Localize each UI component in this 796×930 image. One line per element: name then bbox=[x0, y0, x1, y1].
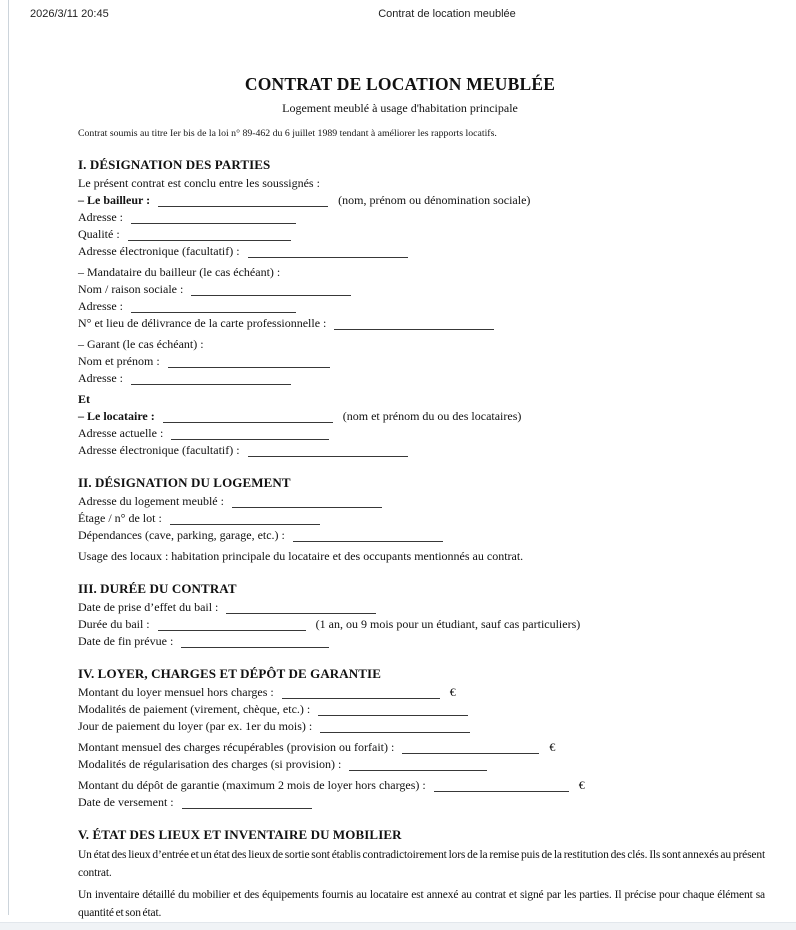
section-loyer-charges bbox=[78, 666, 765, 810]
field-mandataire-nom bbox=[78, 282, 765, 297]
field-locataire-adresse-actuelle bbox=[78, 426, 765, 441]
field-label: Adresse : bbox=[78, 299, 123, 313]
field-modalites-paiement bbox=[78, 702, 765, 717]
field-blank bbox=[131, 300, 296, 313]
print-datetime: 2026/3/11 20:45 bbox=[30, 8, 109, 20]
section-heading: I. DÉSIGNATION DES PARTIES bbox=[78, 157, 271, 172]
field-blank bbox=[163, 410, 333, 423]
field-blank bbox=[131, 372, 291, 385]
et-connector bbox=[78, 392, 765, 407]
text-label: – Garant (le cas échéant) : bbox=[78, 337, 204, 351]
field-hint: (nom, prénom ou dénomination sociale) bbox=[338, 193, 531, 207]
mandataire-intro bbox=[78, 265, 765, 280]
field-logement-dependances bbox=[78, 528, 765, 543]
field-bailleur-email bbox=[78, 244, 765, 259]
field-carte-professionnelle bbox=[78, 316, 765, 331]
section-designation-parties bbox=[78, 157, 765, 458]
field-blank bbox=[232, 495, 382, 508]
legal-note: Contrat soumis au titre Ier bis de la loi n° 89-462 du 6 juillet 1989 tendant à améliorer les rapports locatifs. bbox=[78, 128, 497, 139]
field-charges-regularisation bbox=[78, 757, 765, 772]
field-blank bbox=[181, 635, 329, 648]
field-blank bbox=[248, 245, 408, 258]
field-mandataire-adresse bbox=[78, 299, 765, 314]
text-label: Usage des locaux : habitation principale du locataire et des occupants mentionnés au contrat. bbox=[78, 549, 524, 563]
field-label: – Le bailleur : bbox=[78, 193, 151, 207]
text-label: Et bbox=[78, 392, 90, 406]
field-label: Étage / n° de lot : bbox=[78, 511, 162, 525]
field-bailleur-nom bbox=[78, 193, 765, 208]
field-label: Date de fin prévue : bbox=[78, 634, 174, 648]
field-blank bbox=[320, 720, 470, 733]
field-duree-bail bbox=[78, 617, 765, 632]
section-heading: II. DÉSIGNATION DU LOGEMENT bbox=[78, 475, 291, 490]
field-blank bbox=[293, 529, 443, 542]
field-blank bbox=[434, 779, 569, 792]
etat-lieux-para-2: Un inventaire détaillé du mobilier et des équipements fournis au locataire est annexé au contrat et signé par les parties. Il précise pour chaque élément sa quantité et son état. bbox=[78, 889, 765, 919]
etat-lieux-para-1: Un état des lieux d’entrée et un état des lieux de sortie sont établis contradictoirement lors de la remise puis de la restitution des clés. Ils sont annexés au présent contrat. bbox=[78, 849, 765, 879]
field-label: Montant du dépôt de garantie (maximum 2 mois de loyer hors charges) : bbox=[78, 778, 426, 792]
field-bailleur-qualite bbox=[78, 227, 765, 242]
field-blank bbox=[282, 686, 440, 699]
field-label: Qualité : bbox=[78, 227, 120, 241]
field-locataire-email bbox=[78, 443, 765, 458]
text-label: Le présent contrat est conclu entre les soussignés : bbox=[78, 176, 320, 190]
viewer-bottom-bar bbox=[0, 922, 796, 930]
usage-locaux bbox=[78, 549, 765, 564]
field-blank bbox=[158, 194, 328, 207]
field-hint: (nom et prénom du ou des locataires) bbox=[342, 409, 522, 423]
field-blank bbox=[226, 601, 376, 614]
field-label: Nom et prénom : bbox=[78, 354, 160, 368]
field-blank bbox=[182, 796, 312, 809]
section-etat-des-lieux bbox=[78, 827, 765, 922]
field-logement-adresse bbox=[78, 494, 765, 509]
field-blank bbox=[349, 758, 487, 771]
field-label: Modalités de régularisation des charges (si provision) : bbox=[78, 757, 342, 771]
euro-sign: € bbox=[449, 685, 456, 699]
field-label: Adresse : bbox=[78, 210, 123, 224]
field-blank bbox=[171, 427, 329, 440]
field-label: Jour de paiement du loyer (par ex. 1er du mois) : bbox=[78, 719, 313, 733]
field-blank bbox=[248, 444, 408, 457]
field-label: Montant du loyer mensuel hors charges : bbox=[78, 685, 274, 699]
field-loyer-montant bbox=[78, 685, 765, 700]
field-blank bbox=[402, 741, 539, 754]
field-locataire-nom bbox=[78, 409, 765, 424]
field-jour-paiement bbox=[78, 719, 765, 734]
field-blank bbox=[318, 703, 468, 716]
field-label: – Le locataire : bbox=[78, 409, 155, 423]
field-label: Adresse électronique (facultatif) : bbox=[78, 443, 240, 457]
field-label: Adresse : bbox=[78, 371, 123, 385]
text-label: – Mandataire du bailleur (le cas échéant) : bbox=[78, 265, 281, 279]
euro-sign: € bbox=[549, 740, 556, 754]
garant-intro bbox=[78, 337, 765, 352]
field-label: Date de versement : bbox=[78, 795, 174, 809]
section-heading: III. DURÉE DU CONTRAT bbox=[78, 581, 237, 596]
field-label: Nom / raison sociale : bbox=[78, 282, 184, 296]
section-heading: V. ÉTAT DES LIEUX ET INVENTAIRE DU MOBILIER bbox=[78, 827, 402, 842]
field-label: Modalités de paiement (virement, chèque, etc.) : bbox=[78, 702, 311, 716]
field-date-effet bbox=[78, 600, 765, 615]
field-date-fin bbox=[78, 634, 765, 649]
field-garant-nom bbox=[78, 354, 765, 369]
euro-sign: € bbox=[578, 778, 585, 792]
field-label: Dépendances (cave, parking, garage, etc.) : bbox=[78, 528, 285, 542]
field-bailleur-adresse bbox=[78, 210, 765, 225]
field-depot-garantie bbox=[78, 778, 765, 793]
field-label: Montant mensuel des charges récupérables (provision ou forfait) : bbox=[78, 740, 395, 754]
field-label: Adresse du logement meublé : bbox=[78, 494, 224, 508]
field-label: Durée du bail : bbox=[78, 617, 150, 631]
field-label: Adresse électronique (facultatif) : bbox=[78, 244, 240, 258]
field-date-versement bbox=[78, 795, 765, 810]
document-content bbox=[78, 0, 765, 922]
field-logement-etage bbox=[78, 511, 765, 526]
field-blank bbox=[128, 228, 291, 241]
doc-title: CONTRAT DE LOCATION MEUBLÉE bbox=[244, 74, 556, 94]
field-label: Adresse actuelle : bbox=[78, 426, 164, 440]
doc-subtitle: Logement meublé à usage d'habitation principale bbox=[282, 101, 518, 115]
field-blank bbox=[191, 283, 351, 296]
field-charges-montant bbox=[78, 740, 765, 755]
field-blank bbox=[158, 618, 306, 631]
section-heading: IV. LOYER, CHARGES ET DÉPÔT DE GARANTIE bbox=[78, 666, 381, 681]
field-hint: (1 an, ou 9 mois pour un étudiant, sauf cas particuliers) bbox=[315, 617, 581, 631]
field-blank bbox=[170, 512, 320, 525]
page-left-edge bbox=[8, 0, 9, 915]
field-label: Date de prise d’effet du bail : bbox=[78, 600, 219, 614]
field-blank bbox=[168, 355, 330, 368]
field-label: N° et lieu de délivrance de la carte professionnelle : bbox=[78, 316, 327, 330]
field-blank bbox=[334, 317, 494, 330]
intro-soussignes bbox=[78, 176, 765, 191]
section-designation-logement bbox=[78, 475, 765, 564]
print-doc-title: Contrat de location meublée bbox=[378, 8, 516, 20]
field-garant-adresse bbox=[78, 371, 765, 386]
field-blank bbox=[131, 211, 296, 224]
section-duree-contrat bbox=[78, 581, 765, 649]
